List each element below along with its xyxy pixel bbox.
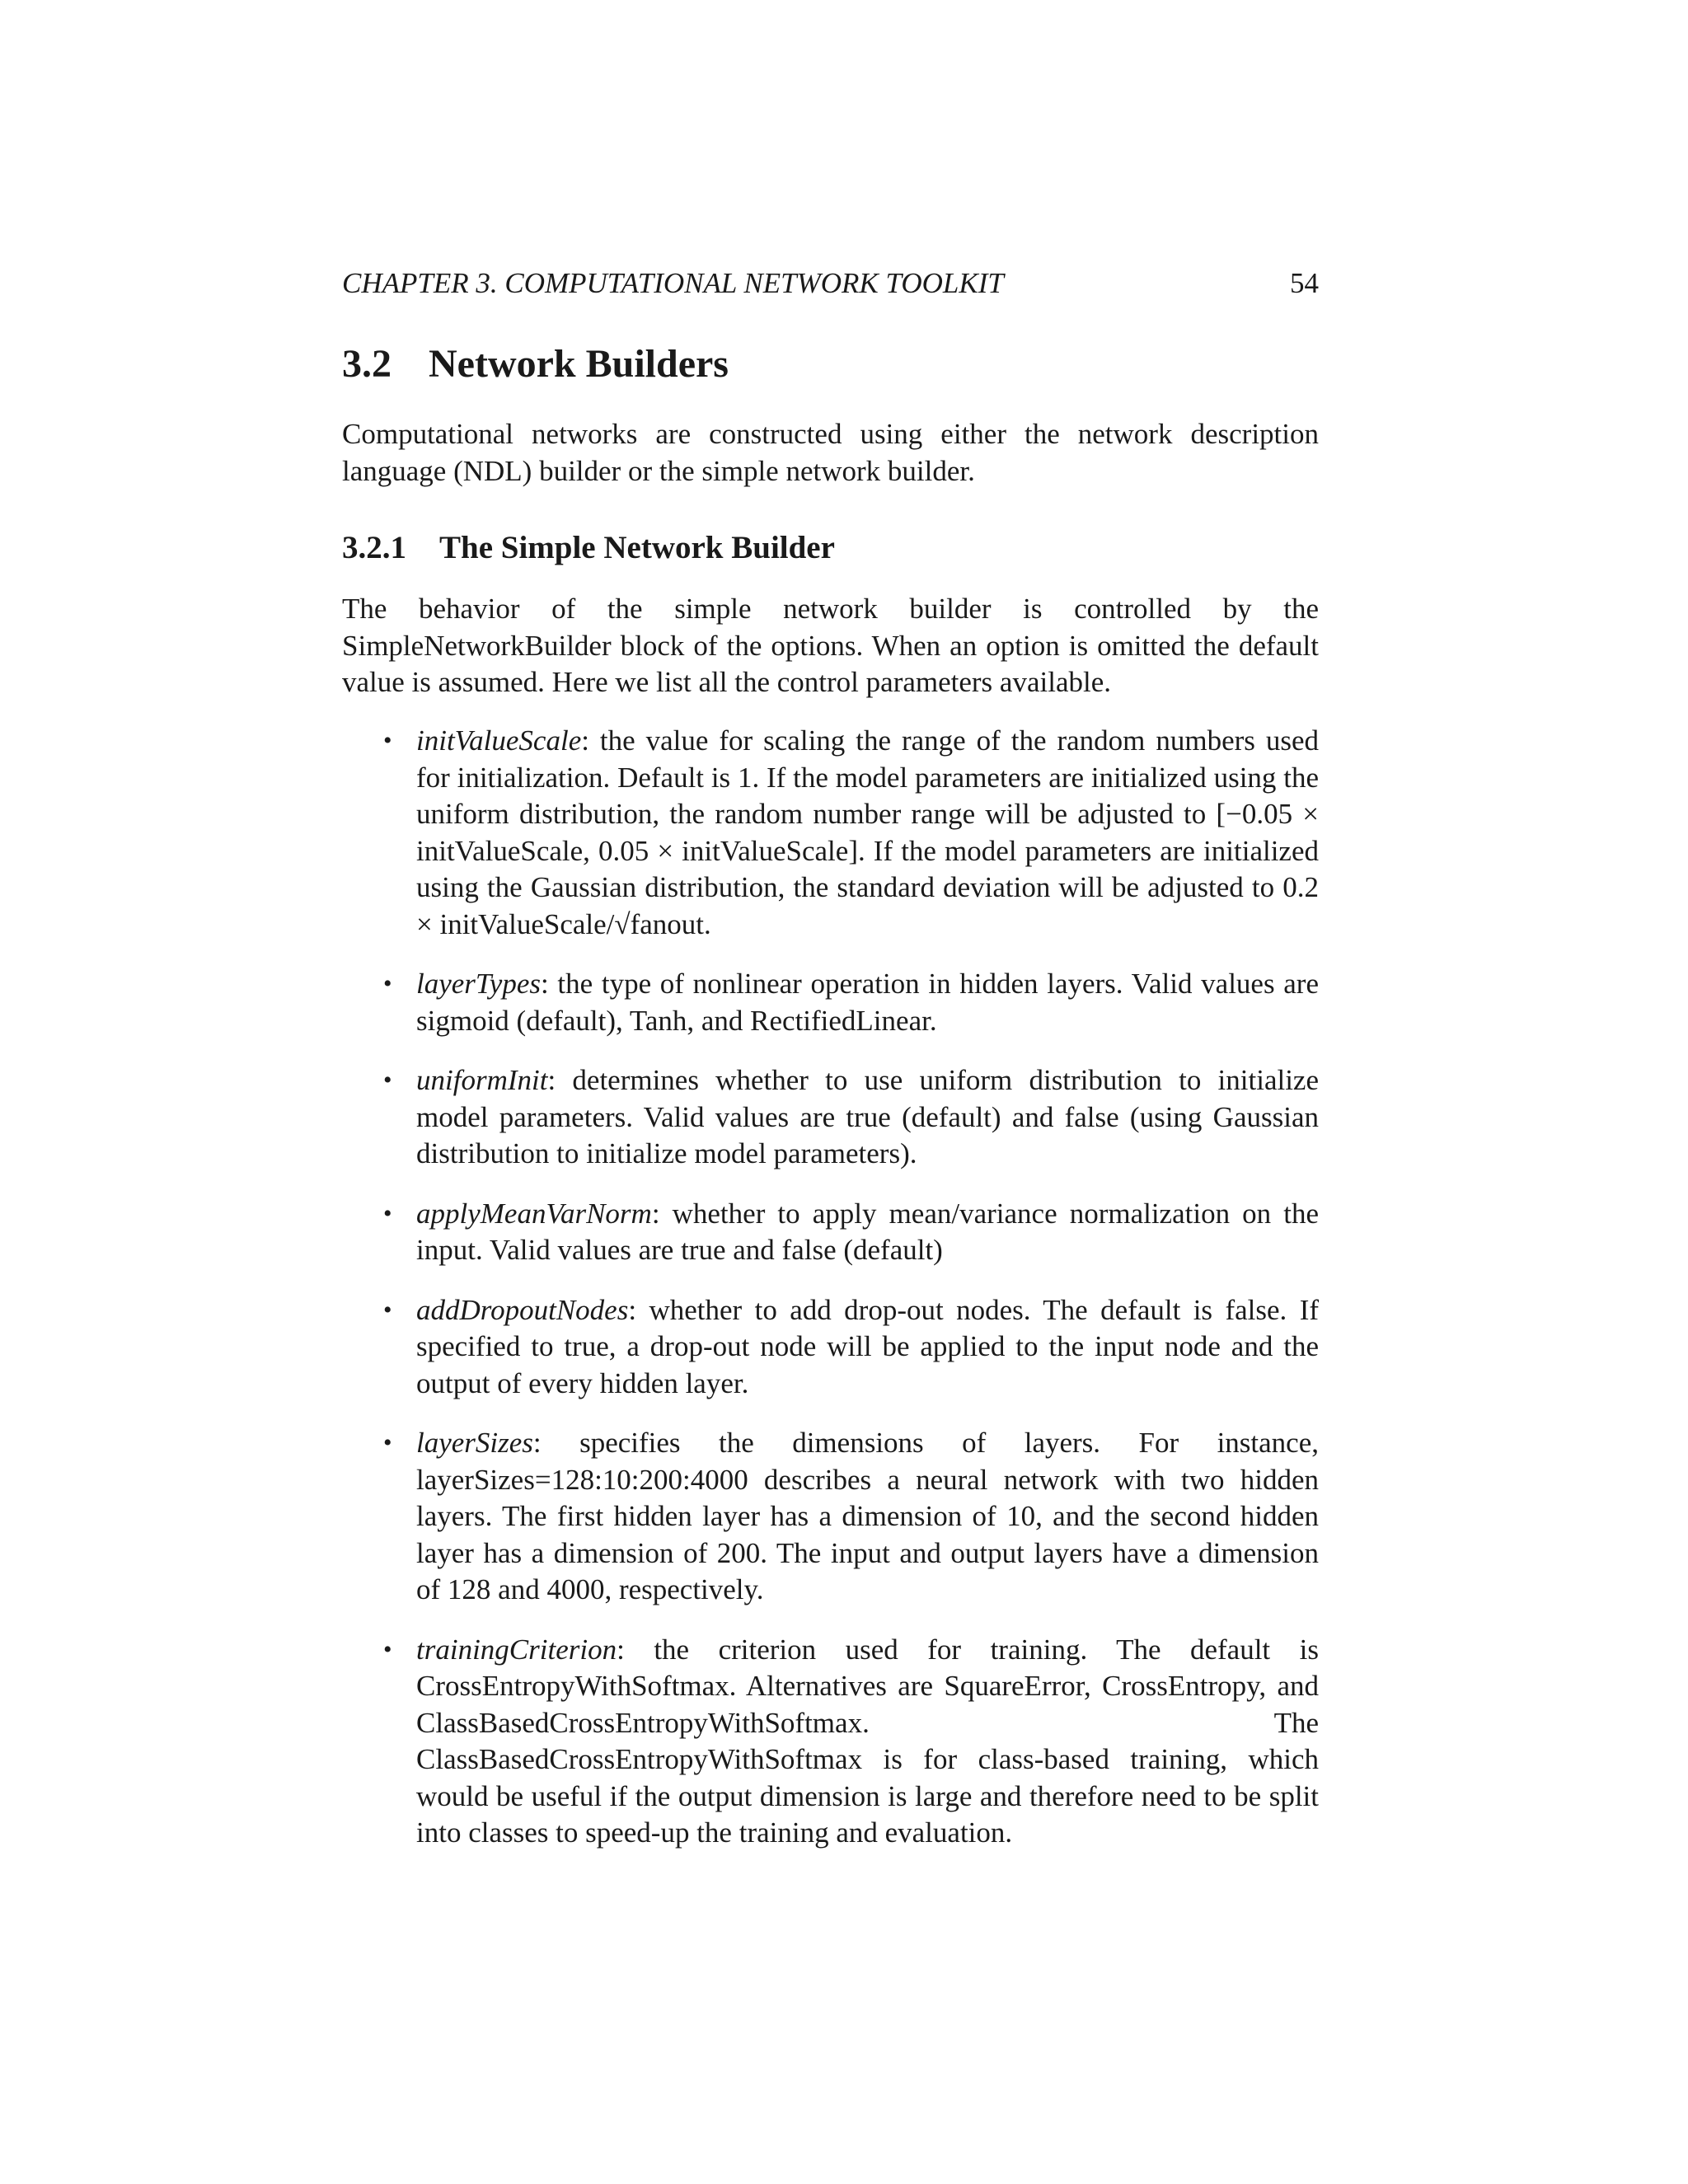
section-title: Network Builders (429, 342, 729, 386)
option-name: uniformInit (416, 1064, 548, 1096)
list-item-trainingcriterion (383, 1632, 1319, 1852)
page-number: 54 (1290, 267, 1319, 299)
option-description: : specifies the dimensions of layers. For instance, layerSizes=128:10:200:4000 describes a neural network with two hidden layers. The first hidden layer has a dimension of 10, and the second hidden layer has a dimension of 200. The input and output layers have a dimension of 128 and 4000, respectively. (416, 1427, 1319, 1605)
chapter-title: CHAPTER 3. COMPUTATIONAL NETWORK TOOLKIT (342, 267, 1004, 299)
list-item-initvaluescale (383, 723, 1319, 943)
subsection-intro-paragraph: The behavior of the simple network builder is controlled by the SimpleNetworkBuilder block of the options. When an option is omitted the default value is assumed. Here we list all the control parameters available. (342, 593, 1319, 698)
option-name: layerSizes (416, 1427, 533, 1459)
bullet-icon: • (383, 1635, 392, 1663)
option-description: : determines whether to use uniform distribution to initialize model parameters. Valid values are true (default) and false (using Gaussian distribution to initialize model parameters). (416, 1064, 1319, 1169)
bullet-icon: • (383, 1199, 392, 1227)
list-item-adddropoutnodes (383, 1292, 1319, 1403)
option-description: : the value for scaling the range of the random numbers used for initialization. Default is 1. If the model parameters are initialized using the uniform distribution, the random number range will be adjusted to [−0.05 × initValueScale, 0.05 × initValueScale]. If the model parameters are initialized using the Gaussian distribution, the standard deviation will be adjusted to 0.2 × initValueScale/√fanout. (416, 724, 1319, 940)
running-head (342, 265, 1319, 302)
option-name: initValueScale (416, 724, 582, 757)
option-description: : whether to apply mean/variance normalization on the input. Valid values are true and false (default) (416, 1197, 1319, 1266)
list-item-applymeanvarnorm (383, 1196, 1319, 1269)
subsection-number: 3.2.1 (342, 530, 406, 565)
list-item-uniforminit (383, 1062, 1319, 1173)
option-name: layerTypes (416, 968, 541, 1000)
bullet-icon: • (383, 1296, 392, 1324)
option-name: applyMeanVarNorm (416, 1197, 652, 1230)
section-intro-paragraph: Computational networks are constructed using either the network description language (NDL) builder or the simple network builder. (342, 418, 1319, 487)
option-description: : the type of nonlinear operation in hidden layers. Valid values are sigmoid (default), Tanh, and RectifiedLinear. (416, 968, 1319, 1037)
bullet-icon: • (383, 1066, 392, 1094)
bullet-icon: • (383, 1429, 392, 1456)
bullet-icon: • (383, 970, 392, 997)
list-item-layertypes (383, 966, 1319, 1039)
option-description: : the criterion used for training. The default is CrossEntropyWithSoftmax. Alternatives are SquareError, CrossEntropy, and ClassBasedCrossEntropyWithSoftmax. The ClassBasedCrossEntropyWithSoftmax is for class-based training, which would be useful if the output dimension is large and therefore need to be split into classes to speed-up the training and evaluation. (416, 1633, 1319, 1849)
option-name: addDropoutNodes (416, 1293, 629, 1326)
options-list (383, 723, 1319, 1875)
option-name: trainingCriterion (416, 1633, 617, 1666)
section-heading (342, 340, 729, 389)
section-number: 3.2 (342, 342, 392, 386)
bullet-icon: • (383, 727, 392, 754)
option-description: : whether to add drop-out nodes. The default is false. If specified to true, a drop-out node will be applied to the input node and the output of every hidden layer. (416, 1293, 1319, 1399)
subsection-title: The Simple Network Builder (439, 530, 835, 565)
list-item-layersizes (383, 1425, 1319, 1609)
subsection-heading (342, 527, 835, 569)
